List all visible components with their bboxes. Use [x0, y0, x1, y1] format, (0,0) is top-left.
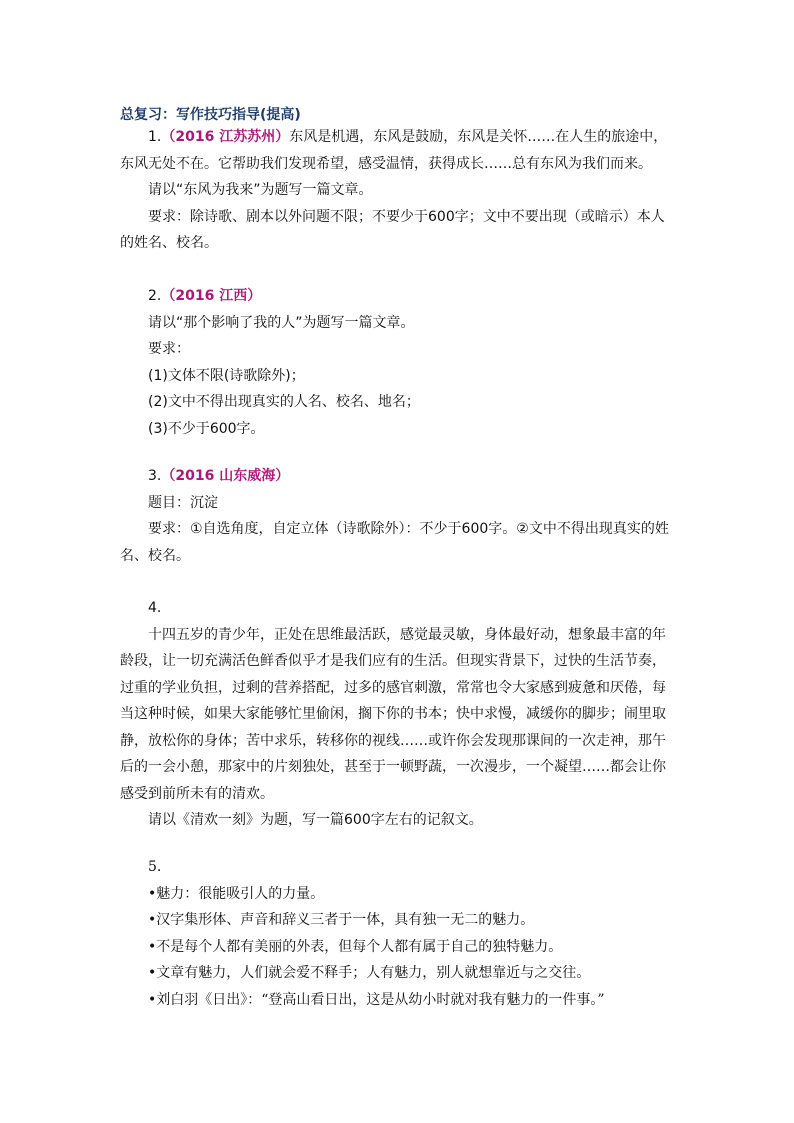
q3-topic: 题目：沉淀: [148, 494, 218, 511]
question-1: [120, 124, 676, 257]
question-2: [120, 283, 676, 442]
q5-item: •汉字集形体、声音和辞义三者于一体，具有独一无二的魅力。: [148, 912, 535, 928]
page-title: 总复习：写作技巧指导(提高): [120, 107, 301, 123]
q1-text: 东风是机遇，东风是鼓励，东风是关怀……在人生的旅途中，东风无处不在。它帮助我们发现希望，感受温情，获得成长……总有东风为我们而来。: [120, 129, 668, 172]
q2-req-item: (3)不少于600字。: [148, 420, 265, 437]
q3-header: [120, 463, 676, 490]
q2-req-item: (1)文体不限(诗歌除外)；: [148, 367, 305, 384]
q1-requirements: 要求：除诗歌、剧本以外问题不限；不要少于600字；文中不要出现（或暗示）本人的姓名、校名。: [120, 208, 665, 251]
q2-source: （2016 江西）: [161, 288, 262, 304]
q2-header: [120, 283, 676, 310]
q3-source: （2016 山东威海）: [161, 468, 290, 484]
q1-number: 1.: [148, 129, 162, 145]
q4-number: 4.: [148, 600, 162, 616]
q5-item: •文章有魅力，人们就会爱不释手；人有魅力，别人就想靠近与之交往。: [148, 965, 591, 981]
q2-number: 2.: [148, 288, 162, 304]
q2-req-label: 要求：: [148, 341, 190, 357]
q1-prompt: 请以“东风为我来”为题写一篇文章。: [148, 182, 373, 198]
q5-number: 5.: [148, 859, 162, 875]
q2-prompt: 请以“那个影响了我的人”为题写一篇文章。: [148, 314, 415, 331]
question-4: [120, 595, 676, 834]
question-3: [120, 463, 676, 569]
q4-text: 十四五岁的青少年，正处在思维最活跃，感觉最灵敏，身体最好动，想象最丰富的年龄段，让一切充满活色鲜香似乎才是我们应有的生活。但现实背景下，过快的生活节奏，过重的学业负担，过剩的营养搭配，过多的感官刺激，常常也令大家感到疲惫和厌倦，每当这种时候，如果大家能够忙里偷闲，搁下你的书本；快中求慢，减缓你的脚步；闹里取静，放松你的身体；苦中求乐，转移你的视线……或许你会发现那课间的一次走神，那午后的一会小憩，那家中的片刻独处，甚至于一顿野蔬，一次漫步，一个凝望……都会让你感受到前所未有的清欢。: [120, 626, 666, 802]
q1-paragraph: [120, 124, 676, 177]
question-5: [120, 854, 676, 1013]
q1-source: （2016 江苏苏州）: [161, 129, 290, 145]
q4-prompt: 请以《清欢一刻》为题，写一篇600字左右的记叙文。: [148, 812, 483, 828]
q5-item: •不是每个人都有美丽的外表，但每个人都有属于自己的独特魅力。: [148, 938, 563, 955]
q5-item: •魅力：很能吸引人的力量。: [148, 885, 325, 902]
q2-req-item: (2)文中不得出现真实的人名、校名、地名；: [148, 394, 420, 410]
q5-item: •刘白羽《日出》：“登高山看日出，这是从幼小时就对我有魅力的一件事。”: [148, 991, 605, 1008]
q3-number: 3.: [148, 468, 162, 484]
q3-requirements: 要求：①自选角度，自定立体（诗歌除外）：不少于600字。②文中不得出现真实的姓名、校名。: [120, 521, 669, 564]
